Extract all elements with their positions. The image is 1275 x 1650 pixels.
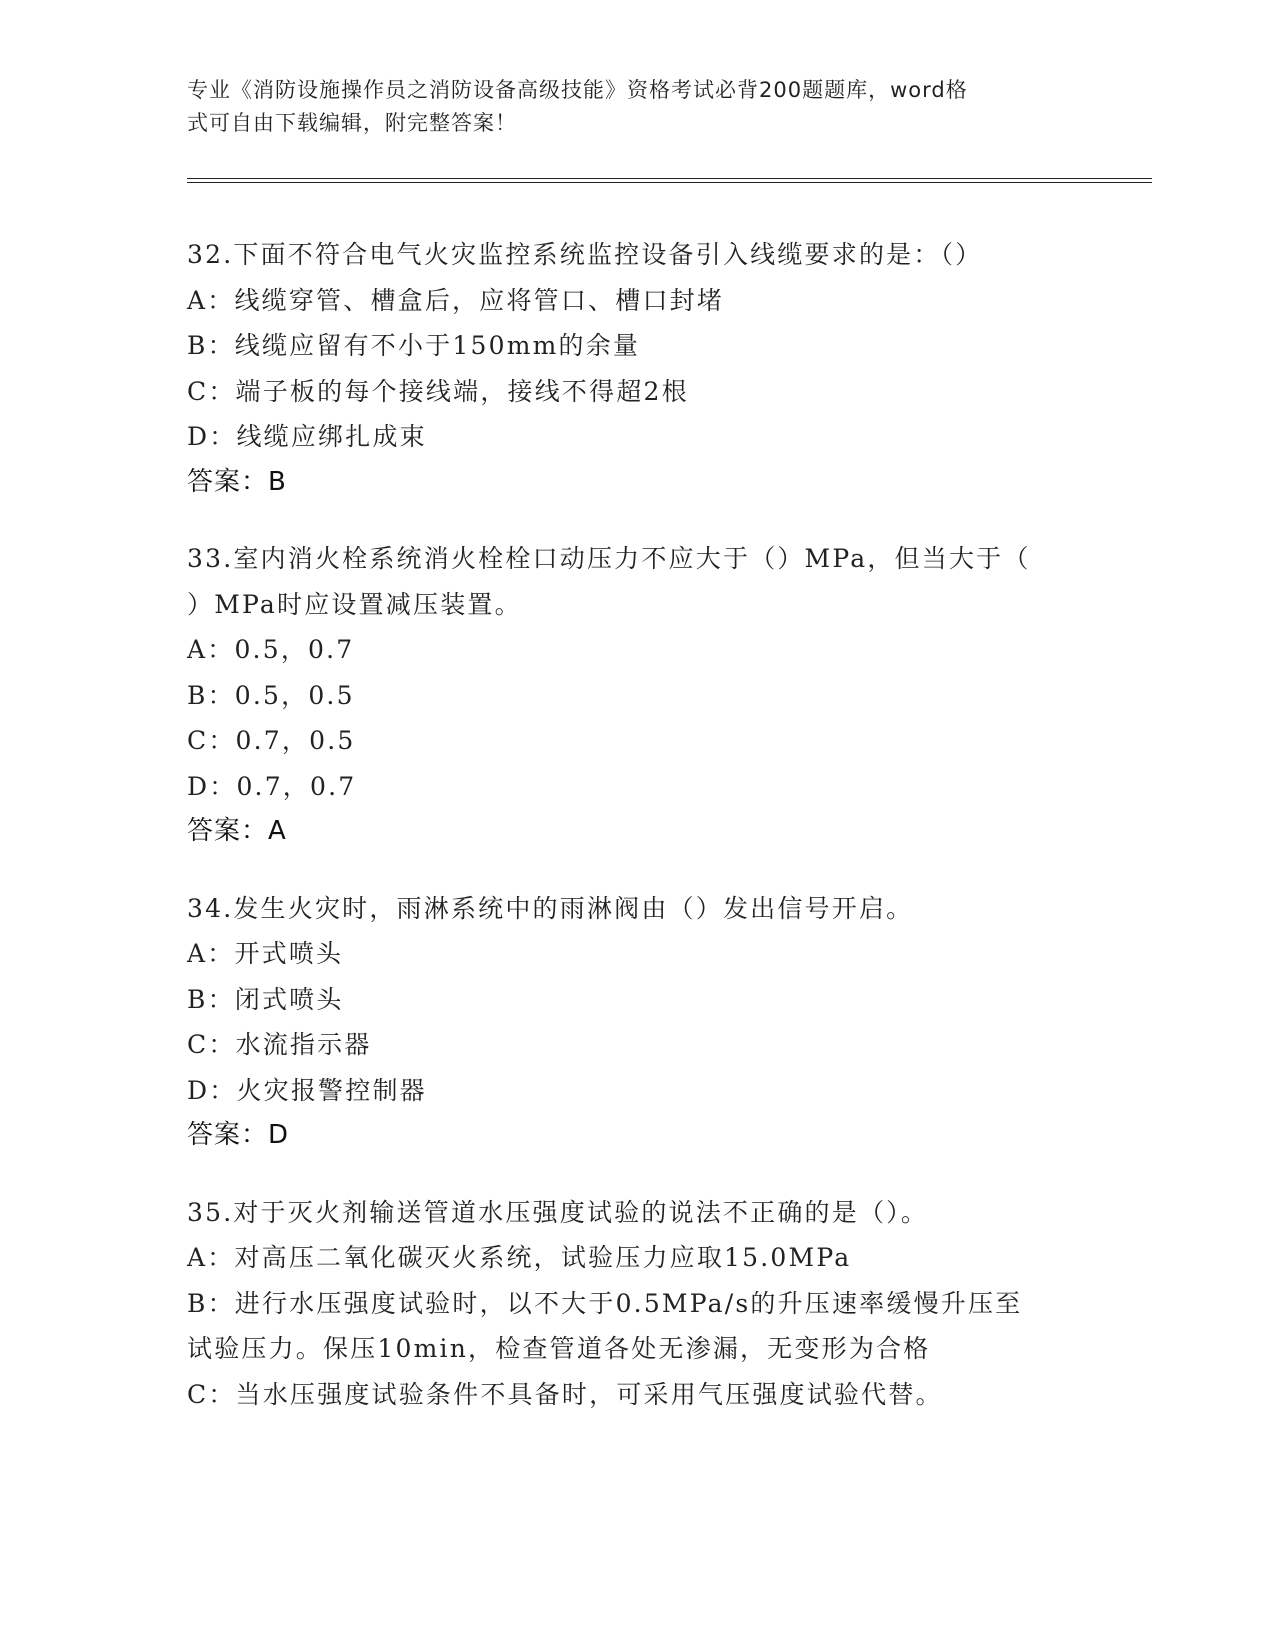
question-list	[187, 232, 1087, 1448]
question-35	[187, 1190, 1087, 1418]
question-33	[187, 536, 1087, 855]
answer-label: 答案：A	[187, 816, 287, 846]
header-line: 专业《消防设施操作员之消防设备高级技能》资格考试必背200题题库，word格	[187, 78, 968, 102]
question-stem-continued: ）MPa时应设置减压装置。	[187, 589, 522, 619]
option-b: B：0.5，0.5	[187, 680, 355, 710]
option-b: B：线缆应留有不小于150mm的余量	[187, 331, 641, 360]
header-line: 式可自由下载编辑，附完整答案！	[187, 111, 517, 135]
option-d: D：线缆应绑扎成束	[187, 422, 427, 451]
header-divider-bottom	[187, 182, 1152, 183]
option-b-continued: 试验压力。保压10min，检查管道各处无渗漏，无变形为合格	[187, 1334, 931, 1363]
question-stem: 32.下面不符合电气火灾监控系统监控设备引入线缆要求的是：（）	[187, 240, 983, 269]
question-stem: 34.发生火灾时，雨淋系统中的雨淋阀由（）发出信号开启。	[187, 893, 914, 923]
answer-label: 答案：B	[187, 466, 287, 497]
question-stem: 33.室内消火栓系统消火栓栓口动压力不应大于（）MPa，但当大于（	[187, 544, 1031, 573]
option-c: C：水流指示器	[187, 1030, 372, 1059]
question-32	[187, 232, 1087, 505]
answer-label: 答案：D	[187, 1120, 290, 1150]
option-c: C：端子板的每个接线端，接线不得超2根	[187, 376, 689, 406]
option-d: D：0.7，0.7	[187, 771, 357, 801]
question-stem: 35.对于灭火剂输送管道水压强度试验的说法不正确的是（）。	[187, 1197, 929, 1227]
option-c: C：当水压强度试验条件不具备时，可采用气压强度试验代替。	[187, 1379, 943, 1409]
option-a: A：对高压二氧化碳灭火系统，试验压力应取15.0MPa	[187, 1243, 852, 1272]
document-header	[187, 74, 1067, 140]
option-d: D：火灾报警控制器	[187, 1075, 427, 1105]
option-a: A：线缆穿管、槽盒后，应将管口、槽口封堵	[187, 285, 725, 315]
option-b: B：闭式喷头	[187, 984, 344, 1014]
option-a: A：0.5，0.7	[187, 635, 355, 664]
option-c: C：0.7，0.5	[187, 726, 356, 755]
header-divider-top	[187, 178, 1152, 179]
question-34	[187, 886, 1087, 1159]
option-a: A：开式喷头	[187, 939, 344, 968]
option-b: B：进行水压强度试验时，以不大于0.5MPa/s的升压速率缓慢升压至	[187, 1288, 1023, 1318]
